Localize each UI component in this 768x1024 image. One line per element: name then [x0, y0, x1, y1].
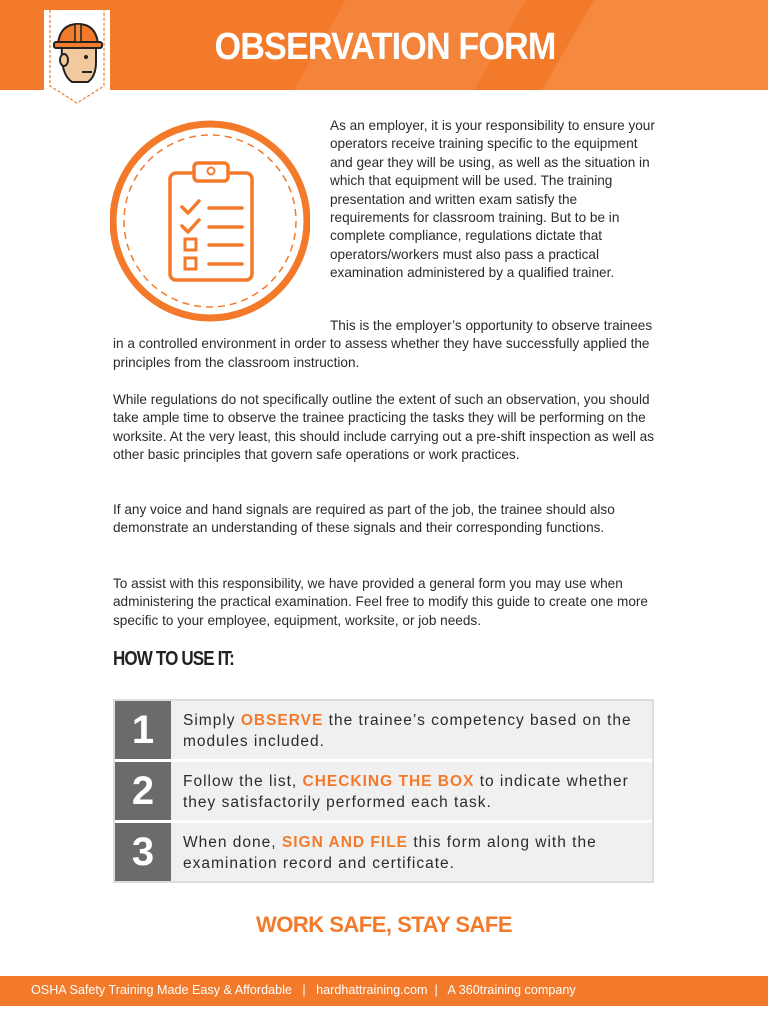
step-highlight: SIGN AND FILE	[281, 834, 409, 851]
footer-text: OSHA Safety Training Made Easy & Affordable | hardhattraining.com | A 360training company	[31, 983, 576, 997]
step-1	[115, 701, 652, 759]
step-number: 2	[115, 762, 171, 820]
page-title: OBSERVATION FORM	[214, 26, 556, 68]
intro-paragraph-2: This is the employer’s opportunity to observe trainees in a controlled environment in order to assess whether they have successfully applied the principles from the classroom instruction.	[113, 318, 653, 370]
how-to-heading: HOW TO USE IT:	[113, 648, 234, 670]
intro-paragraph-3: While regulations do not specifically outline the extent of such an observation, you should take ample time to observe the trainee practicing the tasks they will be performing on the worksite. At the very least, this should include carrying out a pre-shift inspection as well as other basic principles that govern safe operations or work practices.	[113, 392, 654, 463]
step-3	[115, 823, 652, 881]
steps-list	[113, 699, 654, 883]
step-number: 3	[115, 823, 171, 881]
step-description: Follow the list, CHECKING THE BOX to indicate whether they satisfactorily performed each task.	[183, 773, 629, 811]
header-banner	[0, 0, 768, 90]
hardhat-worker-icon	[42, 10, 112, 112]
intro-paragraph-4: If any voice and hand signals are required as part of the job, the trainee should also demonstrate an understanding of these signals and their corresponding functions.	[113, 502, 615, 536]
step-highlight: CHECKING THE BOX	[302, 773, 475, 790]
footer-bar	[0, 976, 768, 1006]
slogan: WORK SAFE, STAY SAFE	[255, 912, 513, 937]
step-description: When done, SIGN AND FILE this form along with the examination record and certificate.	[183, 834, 597, 872]
step-description: Simply OBSERVE the trainee’s competency based on the modules included.	[183, 712, 632, 750]
step-number: 1	[115, 701, 171, 759]
clipboard-checklist-icon	[110, 115, 310, 327]
step-2	[115, 762, 652, 820]
step-highlight: OBSERVE	[240, 712, 324, 729]
intro-paragraph-1: As an employer, it is your responsibility to ensure your operators receive training specific to the equipment and gear they will be using, as well as the situation in which that equipment will be used. The training presentation and written exam satisfy the requirements for classroom training. But to be in complete compliance, regulations dictate that operators/workers must also pass a practical examination administered by a qualified trainer.	[330, 118, 655, 281]
intro-paragraph-5: To assist with this responsibility, we have provided a general form you may use when administering the practical examination. Feel free to modify this guide to create one more specific to your employee, equipment, worksite, or job needs.	[113, 576, 648, 628]
